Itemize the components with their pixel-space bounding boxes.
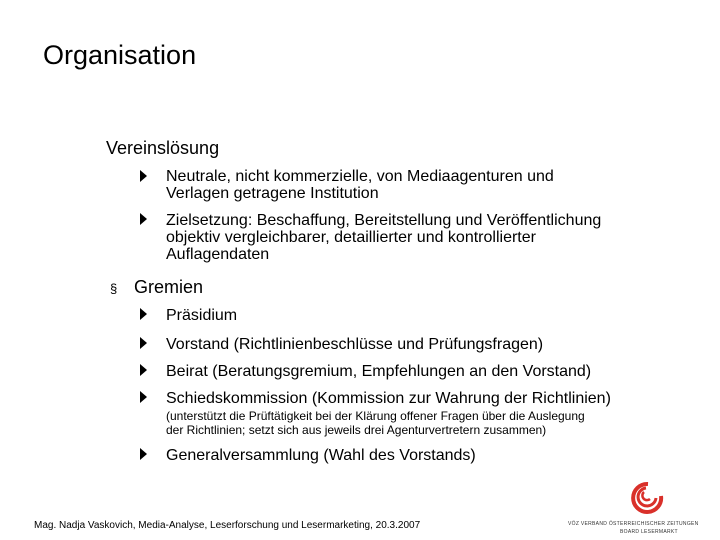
- list-item: Vorstand (Richtlinienbeschlüsse und Prüfungsfragen): [166, 336, 544, 353]
- list-item: Zielsetzung: Beschaffung, Bereitstellung und Veröffentlichung objektiv vergleichbarer, detaillierter und kontrollierter Auflagendaten: [166, 212, 602, 263]
- list-item: Generalversammlung (Wahl des Vorstands): [166, 447, 476, 464]
- list-item: Präsidium: [166, 307, 238, 324]
- logo-subtext: BOARD LESERMARKT: [620, 529, 678, 535]
- list-item: Schiedskommission (Kommission zur Wahrung der Richtlinien): [166, 390, 611, 407]
- list-item-note: (unterstützt die Prüftätigkeit bei der Klärung offener Fragen über die Auslegung der Richtlinien; setzt sich aus jeweils drei Agenturvertretern zusammen): [166, 409, 585, 437]
- arrow-bullet-icon: [140, 391, 147, 403]
- arrow-bullet-icon: [140, 213, 147, 225]
- list-item: Neutrale, nicht kommerzielle, von Mediaagenturen und Verlagen getragene Institution: [166, 168, 554, 202]
- arrow-bullet-icon: [140, 337, 147, 349]
- slide-title: Organisation: [43, 40, 197, 70]
- footer-text: Mag. Nadja Vaskovich, Media-Analyse, Leserforschung und Lesermarketing, 20.3.2007: [34, 520, 421, 531]
- arrow-bullet-icon: [140, 448, 147, 460]
- section-bullet: §: [110, 281, 118, 296]
- logo-text: VÖZ VERBAND ÖSTERREICHISCHER ZEITUNGEN: [568, 521, 699, 527]
- section-heading-gremien: Gremien: [134, 277, 204, 297]
- arrow-bullet-icon: [140, 308, 147, 320]
- arrow-bullet-icon: [140, 170, 147, 182]
- arrow-bullet-icon: [140, 364, 147, 376]
- section-heading-vereinsloesung: Vereinslösung: [106, 138, 220, 158]
- list-item: Beirat (Beratungsgremium, Empfehlungen an den Vorstand): [166, 363, 592, 380]
